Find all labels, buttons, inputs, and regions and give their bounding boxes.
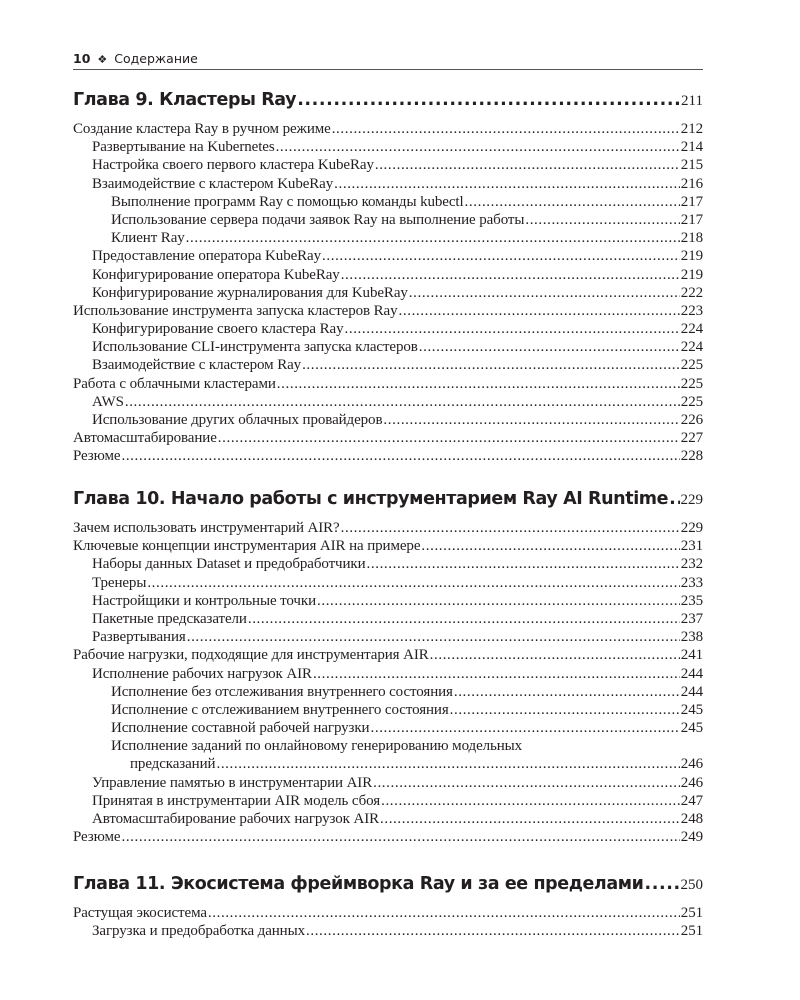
entry-title: Конфигурирование журналирования для KubeRay [92, 284, 408, 301]
dot-leader [297, 90, 680, 110]
entry-page: 251 [680, 905, 703, 921]
entry-title: Исполнение без отслеживания внутреннего состояния [111, 683, 453, 700]
toc-entry[interactable] [73, 284, 703, 302]
entry-title: Автомасштабирование рабочих нагрузок AIR [92, 811, 379, 828]
dot-leader [186, 229, 680, 247]
entry-title: Конфигурирование оператора KubeRay [92, 266, 340, 283]
dot-leader [276, 138, 680, 156]
entry-page: 222 [680, 284, 703, 301]
toc-entry[interactable] [73, 628, 703, 646]
entry-page: 219 [680, 266, 703, 283]
toc-entry[interactable] [73, 683, 703, 701]
toc-entry[interactable] [73, 574, 703, 592]
dot-leader [277, 375, 680, 393]
entry-page: 231 [680, 538, 703, 555]
toc-entry[interactable] [73, 175, 703, 193]
toc-entry[interactable] [73, 411, 703, 429]
entry-title: AWS [92, 393, 124, 410]
entry-title: Резюме [73, 829, 121, 846]
section-title: Содержание [114, 51, 198, 66]
entry-title: Создание кластера Ray в ручном режиме [73, 121, 331, 137]
entry-page: 225 [680, 357, 703, 374]
dot-leader [341, 266, 680, 284]
chapter-page: 211 [681, 93, 703, 109]
entry-page: 224 [680, 339, 703, 356]
entry-page: 215 [680, 157, 703, 174]
entry-continuation [111, 755, 703, 773]
entry-title: Конфигурирование своего кластера Ray [92, 321, 344, 338]
dot-leader [302, 356, 680, 374]
entry-title: Ключевые концепции инструментария AIR на примере [73, 538, 421, 555]
chapter-title[interactable] [73, 90, 703, 114]
dot-leader [669, 489, 679, 509]
chapter-11 [73, 874, 703, 940]
entry-title: Использование других облачных провайдеров [92, 412, 383, 428]
entry-title: Исполнение составной рабочей нагрузки [111, 720, 370, 737]
dot-leader [430, 646, 680, 664]
entry-title: Настройка своего первого кластера KubeRay [92, 157, 374, 174]
entry-title: Использование сервера подачи заявок Ray на выполнение работы [111, 211, 525, 228]
entry-page: 216 [680, 175, 703, 192]
dot-leader [409, 284, 680, 302]
entry-page: 225 [680, 375, 703, 392]
dot-leader [341, 519, 680, 537]
entry-title: Принятая в инструментарии AIR модель сбоя [92, 792, 381, 809]
entry-page: 235 [680, 592, 703, 609]
entry-title: Выполнение программ Ray с помощью команды kubectl [111, 193, 464, 210]
entry-page: 225 [680, 393, 703, 410]
entry-title: Автомасштабирование [73, 430, 217, 447]
toc-entry[interactable] [73, 266, 703, 284]
toc-entry[interactable] [73, 338, 703, 356]
toc-entry[interactable] [73, 320, 703, 338]
entry-title: Взаимодействие с кластером Ray [92, 357, 302, 374]
dot-leader [306, 922, 680, 940]
entry-page: 212 [680, 121, 703, 137]
chapter-10 [73, 489, 703, 846]
entry-page: 223 [680, 302, 703, 319]
toc-entry[interactable] [73, 646, 703, 664]
toc-entry[interactable] [73, 120, 703, 138]
entry-page: 244 [680, 665, 703, 682]
entry-title: Настройщики и контрольные точки [92, 592, 316, 609]
dot-leader [399, 302, 680, 320]
entry-page: 226 [680, 412, 703, 428]
dot-leader [248, 610, 680, 628]
chapter-entries [73, 519, 703, 846]
toc-entry[interactable] [73, 375, 703, 393]
toc-entry[interactable] [73, 247, 703, 265]
dot-leader [121, 828, 679, 846]
entry-title: Предоставление оператора KubeRay [92, 248, 322, 265]
chapter-title[interactable] [73, 874, 703, 898]
toc-entry[interactable] [73, 393, 703, 411]
dot-leader [313, 665, 680, 683]
entry-title: Рабочие нагрузки, подходящие для инструментария AIR [73, 647, 429, 664]
dot-leader [147, 574, 679, 592]
chapter-title-text: Глава 10. Начало работы с инструментарием Ray AI Runtime [73, 489, 669, 509]
entry-page: 251 [680, 923, 703, 940]
entry-page: 228 [680, 448, 703, 465]
dot-leader [367, 555, 680, 573]
toc-entry[interactable] [73, 737, 703, 773]
chapter-page: 229 [680, 492, 703, 508]
chapter-title-text: Глава 11. Экосистема фреймворка Ray и за ее пределами [73, 874, 644, 894]
entry-title: Пакетные предсказатели [92, 610, 247, 627]
toc-entry[interactable] [73, 519, 703, 537]
toc-entry[interactable] [73, 774, 703, 792]
entry-title: Развертывания [92, 629, 186, 646]
dot-leader [525, 211, 679, 229]
entry-title: Исполнение с отслеживанием внутреннего состояния [111, 701, 449, 718]
entry-title: Использование инструмента запуска кластеров Ray [73, 302, 398, 319]
entry-title: Клиент Ray [111, 230, 185, 247]
toc-entry[interactable] [73, 719, 703, 737]
toc-entry[interactable] [73, 156, 703, 174]
entry-page: 247 [680, 792, 703, 809]
page-number: 10 [73, 51, 91, 66]
toc-entry[interactable] [73, 610, 703, 628]
dot-leader [383, 411, 679, 429]
toc-entry[interactable] [73, 904, 703, 922]
dot-leader [465, 193, 680, 211]
toc-entry[interactable] [73, 828, 703, 846]
toc-entry[interactable] [73, 537, 703, 555]
dot-leader [218, 429, 680, 447]
entry-title: Взаимодействие с кластером KubeRay [92, 175, 334, 192]
entry-page: 245 [680, 720, 703, 737]
entry-title: Исполнение рабочих нагрузок AIR [92, 665, 312, 682]
entry-page: 219 [680, 248, 703, 265]
entry-page: 241 [680, 647, 703, 664]
entry-page: 217 [680, 211, 703, 228]
dot-leader [381, 792, 680, 810]
entry-page: 227 [680, 430, 703, 447]
entry-page: 224 [680, 321, 703, 338]
toc-entry[interactable] [73, 429, 703, 447]
toc-entry[interactable] [73, 665, 703, 683]
toc-entry[interactable] [73, 138, 703, 156]
dot-leader [345, 320, 680, 338]
entry-title: Резюме [73, 448, 121, 465]
dot-leader [322, 247, 680, 265]
toc-entry[interactable] [73, 356, 703, 374]
dot-leader [454, 683, 680, 701]
chapter-entries [73, 904, 703, 940]
chapter-page: 250 [680, 877, 703, 893]
toc-entry[interactable] [73, 229, 703, 247]
entry-page: 249 [680, 829, 703, 846]
dot-leader [125, 393, 680, 411]
toc-entry[interactable] [73, 193, 703, 211]
entry-page: 248 [680, 811, 703, 828]
dot-leader [450, 701, 680, 719]
entry-title: Тренеры [92, 574, 147, 591]
entry-page: 237 [680, 610, 703, 627]
entry-page: 214 [680, 139, 703, 156]
entry-page: 218 [680, 230, 703, 247]
toc-entry[interactable] [73, 592, 703, 610]
entry-page: 233 [680, 574, 703, 591]
toc-entry[interactable] [73, 447, 703, 465]
dot-leader [419, 338, 680, 356]
entry-page: 238 [680, 629, 703, 646]
chapter-entries [73, 120, 703, 466]
dot-leader [371, 719, 680, 737]
running-head [73, 50, 703, 70]
entry-page: 246 [680, 756, 703, 773]
entry-title: Использование CLI-инструмента запуска кластеров [92, 339, 418, 356]
entry-page: 245 [680, 701, 703, 718]
dot-leader [208, 904, 680, 922]
entry-page: 217 [680, 193, 703, 210]
dot-leader [216, 755, 679, 773]
dot-leader [645, 874, 680, 894]
entry-title: Наборы данных Dataset и предобработчики [92, 556, 366, 573]
ornament-icon: ❖ [97, 53, 108, 66]
toc-entry[interactable] [73, 792, 703, 810]
entry-page: 229 [680, 520, 703, 536]
dot-leader [317, 592, 680, 610]
dot-leader [380, 810, 680, 828]
entry-page: 244 [680, 683, 703, 700]
entry-title-continued: предсказаний [130, 756, 216, 773]
dot-leader [121, 447, 679, 465]
chapter-9 [73, 90, 703, 466]
dot-leader [373, 774, 680, 792]
dot-leader [334, 175, 680, 193]
dot-leader [421, 537, 679, 555]
dot-leader [332, 120, 680, 138]
dot-leader [375, 156, 680, 174]
toc-entry[interactable] [73, 922, 703, 940]
entry-title: Развертывание на Kubernetes [92, 139, 275, 156]
entry-page: 232 [680, 556, 703, 573]
toc-entry[interactable] [73, 555, 703, 573]
entry-title: Растущая экосистема [73, 905, 207, 921]
entry-page: 246 [680, 774, 703, 791]
toc-entry[interactable] [73, 302, 703, 320]
entry-title: Загрузка и предобработка данных [92, 923, 305, 940]
toc-entry[interactable] [73, 211, 703, 229]
entry-title: Исполнение заданий по онлайновому генерированию модельных [111, 738, 523, 755]
dot-leader [187, 628, 680, 646]
entry-title: Работа с облачными кластерами [73, 375, 276, 392]
chapter-title-text: Глава 9. Кластеры Ray [73, 90, 297, 110]
entry-title: Зачем использовать инструментарий AIR? [73, 520, 340, 536]
chapter-title[interactable] [73, 489, 703, 513]
toc-entry[interactable] [73, 810, 703, 828]
toc-entry[interactable] [73, 701, 703, 719]
entry-title: Управление памятью в инструментарии AIR [92, 774, 373, 791]
